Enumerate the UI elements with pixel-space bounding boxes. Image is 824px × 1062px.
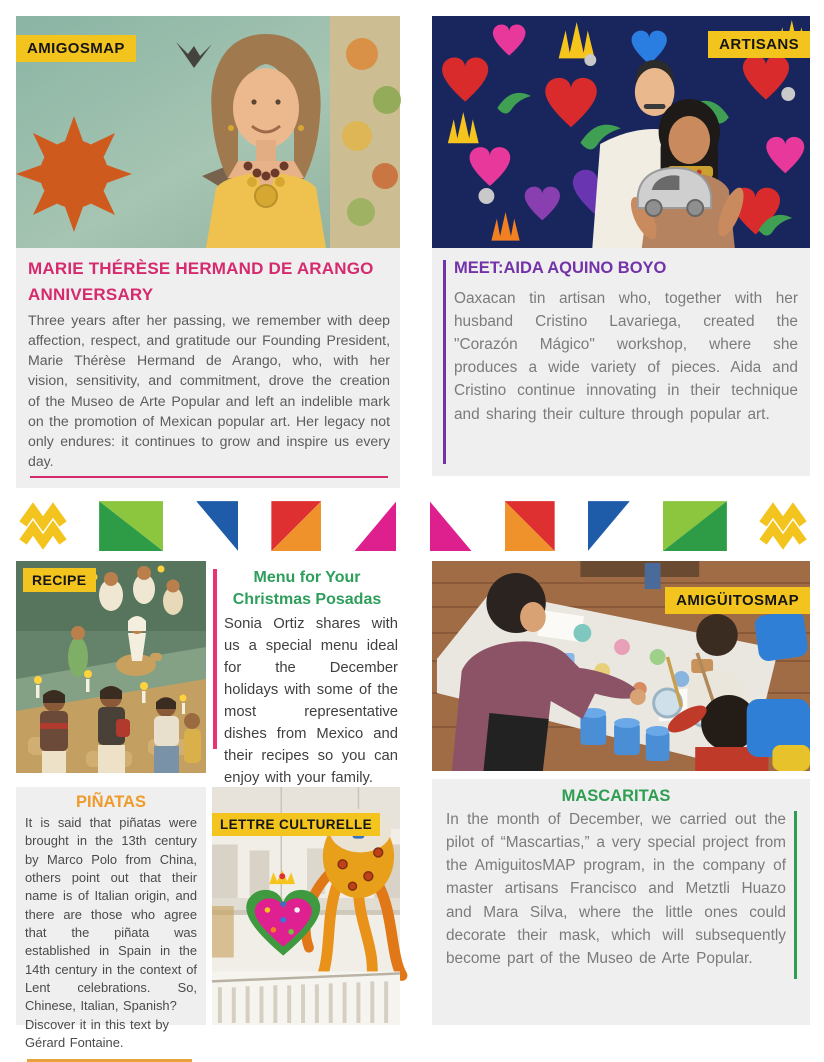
decorative-band — [20, 501, 806, 551]
aida-title: MEET:AIDA AQUINO BOYO — [454, 259, 667, 277]
recipe-badge: RECIPE — [23, 568, 96, 592]
top-row — [16, 16, 810, 488]
blue-triangle-shape — [588, 501, 630, 551]
pinatas-article — [16, 787, 206, 1050]
mascaritas-article — [432, 779, 810, 1025]
recipe-section — [16, 561, 400, 786]
menu-article — [206, 561, 400, 786]
pinatas-title: PIÑATAS — [76, 793, 146, 812]
amiguitosmap-photo — [432, 561, 810, 771]
pinatas-body-2: Discover it in this text by Gérard Fontaine. — [25, 1016, 169, 1050]
mascaritas-body: In the month of December, we carried out the pilot of “Mascartias,” a very special project from the AmiguitosMAP program, in the company of master artisans Francisco and Metztli Huazo and Mara Silva, where the little ones could decorate their mask, which will subsequently become part of the Museo de Arte Popular. — [446, 811, 786, 967]
aida-body: Oaxacan tin artisan who, together with her husband Cristino Lavariega, created the "Corazón Mágico" workshop, where she produces a wide variety of pieces. Aida and Cristino continue innovating in their technique and sharing their culture through popular art. — [454, 290, 798, 423]
marie-article — [16, 248, 400, 488]
sun-icon — [16, 116, 132, 232]
posada-painting-illustration — [16, 561, 206, 773]
menu-title: Menu for Your Christmas Posadas — [232, 569, 382, 608]
green-accent-line — [794, 811, 797, 979]
blue-triangle-shape — [196, 501, 238, 551]
marie-body: Three years after her passing, we remember with deep affection, respect, and gratitude our Founding President, Marie Thérèse Hermand de Arango, who, with her vision, sensitivity, and commitment, drove the creation of the Museo de Arte Popular and left an indelible mark on the promotion of Mexican popular art. Her legacy not only endures: it continues to grow and inspire us every day. — [28, 312, 390, 469]
amigosmap-card — [16, 16, 400, 488]
pink-accent-line — [213, 569, 217, 749]
green-square-shape — [663, 501, 727, 551]
pink-triangle-shape — [430, 501, 472, 551]
amiguitosmap-badge: AMIGÜITOSMAP — [665, 587, 810, 614]
recipe-photo — [16, 561, 206, 773]
amigosmap-photo — [16, 16, 400, 248]
red-orange-square-shape — [271, 501, 321, 551]
marie-title: MARIE THÉRÈSE HERMAND DE ARANGO ANNIVERSARY — [28, 259, 374, 304]
tin-car — [638, 168, 711, 216]
pink-underline — [30, 476, 388, 478]
orange-red-square-shape — [505, 501, 555, 551]
artisans-photo — [432, 16, 810, 248]
lettre-badge: LETTRE CULTURELLE — [212, 813, 380, 836]
green-square-shape — [99, 501, 163, 551]
menu-body: Sonia Ortiz shares with us a special menu ideal for the December holidays with some of the most representative dishes from Mexico and their recipes so you can enjoy with your family. — [224, 616, 398, 786]
zigzag-icon — [760, 504, 806, 548]
zigzag-icon — [20, 504, 66, 548]
artisans-badge: ARTISANS — [708, 31, 810, 58]
amigosmap-badge: AMIGOSMAP — [16, 35, 136, 62]
lower-right-column — [432, 561, 810, 1025]
lettre-photo — [212, 787, 400, 1025]
pink-triangle-shape — [354, 501, 396, 551]
aida-article — [432, 248, 810, 476]
pinatas-body: It is said that piñatas were brought in the 13th century by Marco Polo from China, others point out that their name is of Italian origin, and there are those who agree that the piñata was established in Spain in the 14th century in the context of Lent celebrations. So, Chinese, Italian, Spanish? — [25, 815, 197, 1014]
lower-section — [16, 561, 810, 1050]
purple-accent-line — [443, 260, 446, 464]
mascaritas-title: MASCARITAS — [561, 787, 671, 806]
bottom-left-row — [16, 787, 400, 1050]
lower-left-column — [16, 561, 400, 1050]
artisans-card — [432, 16, 810, 488]
